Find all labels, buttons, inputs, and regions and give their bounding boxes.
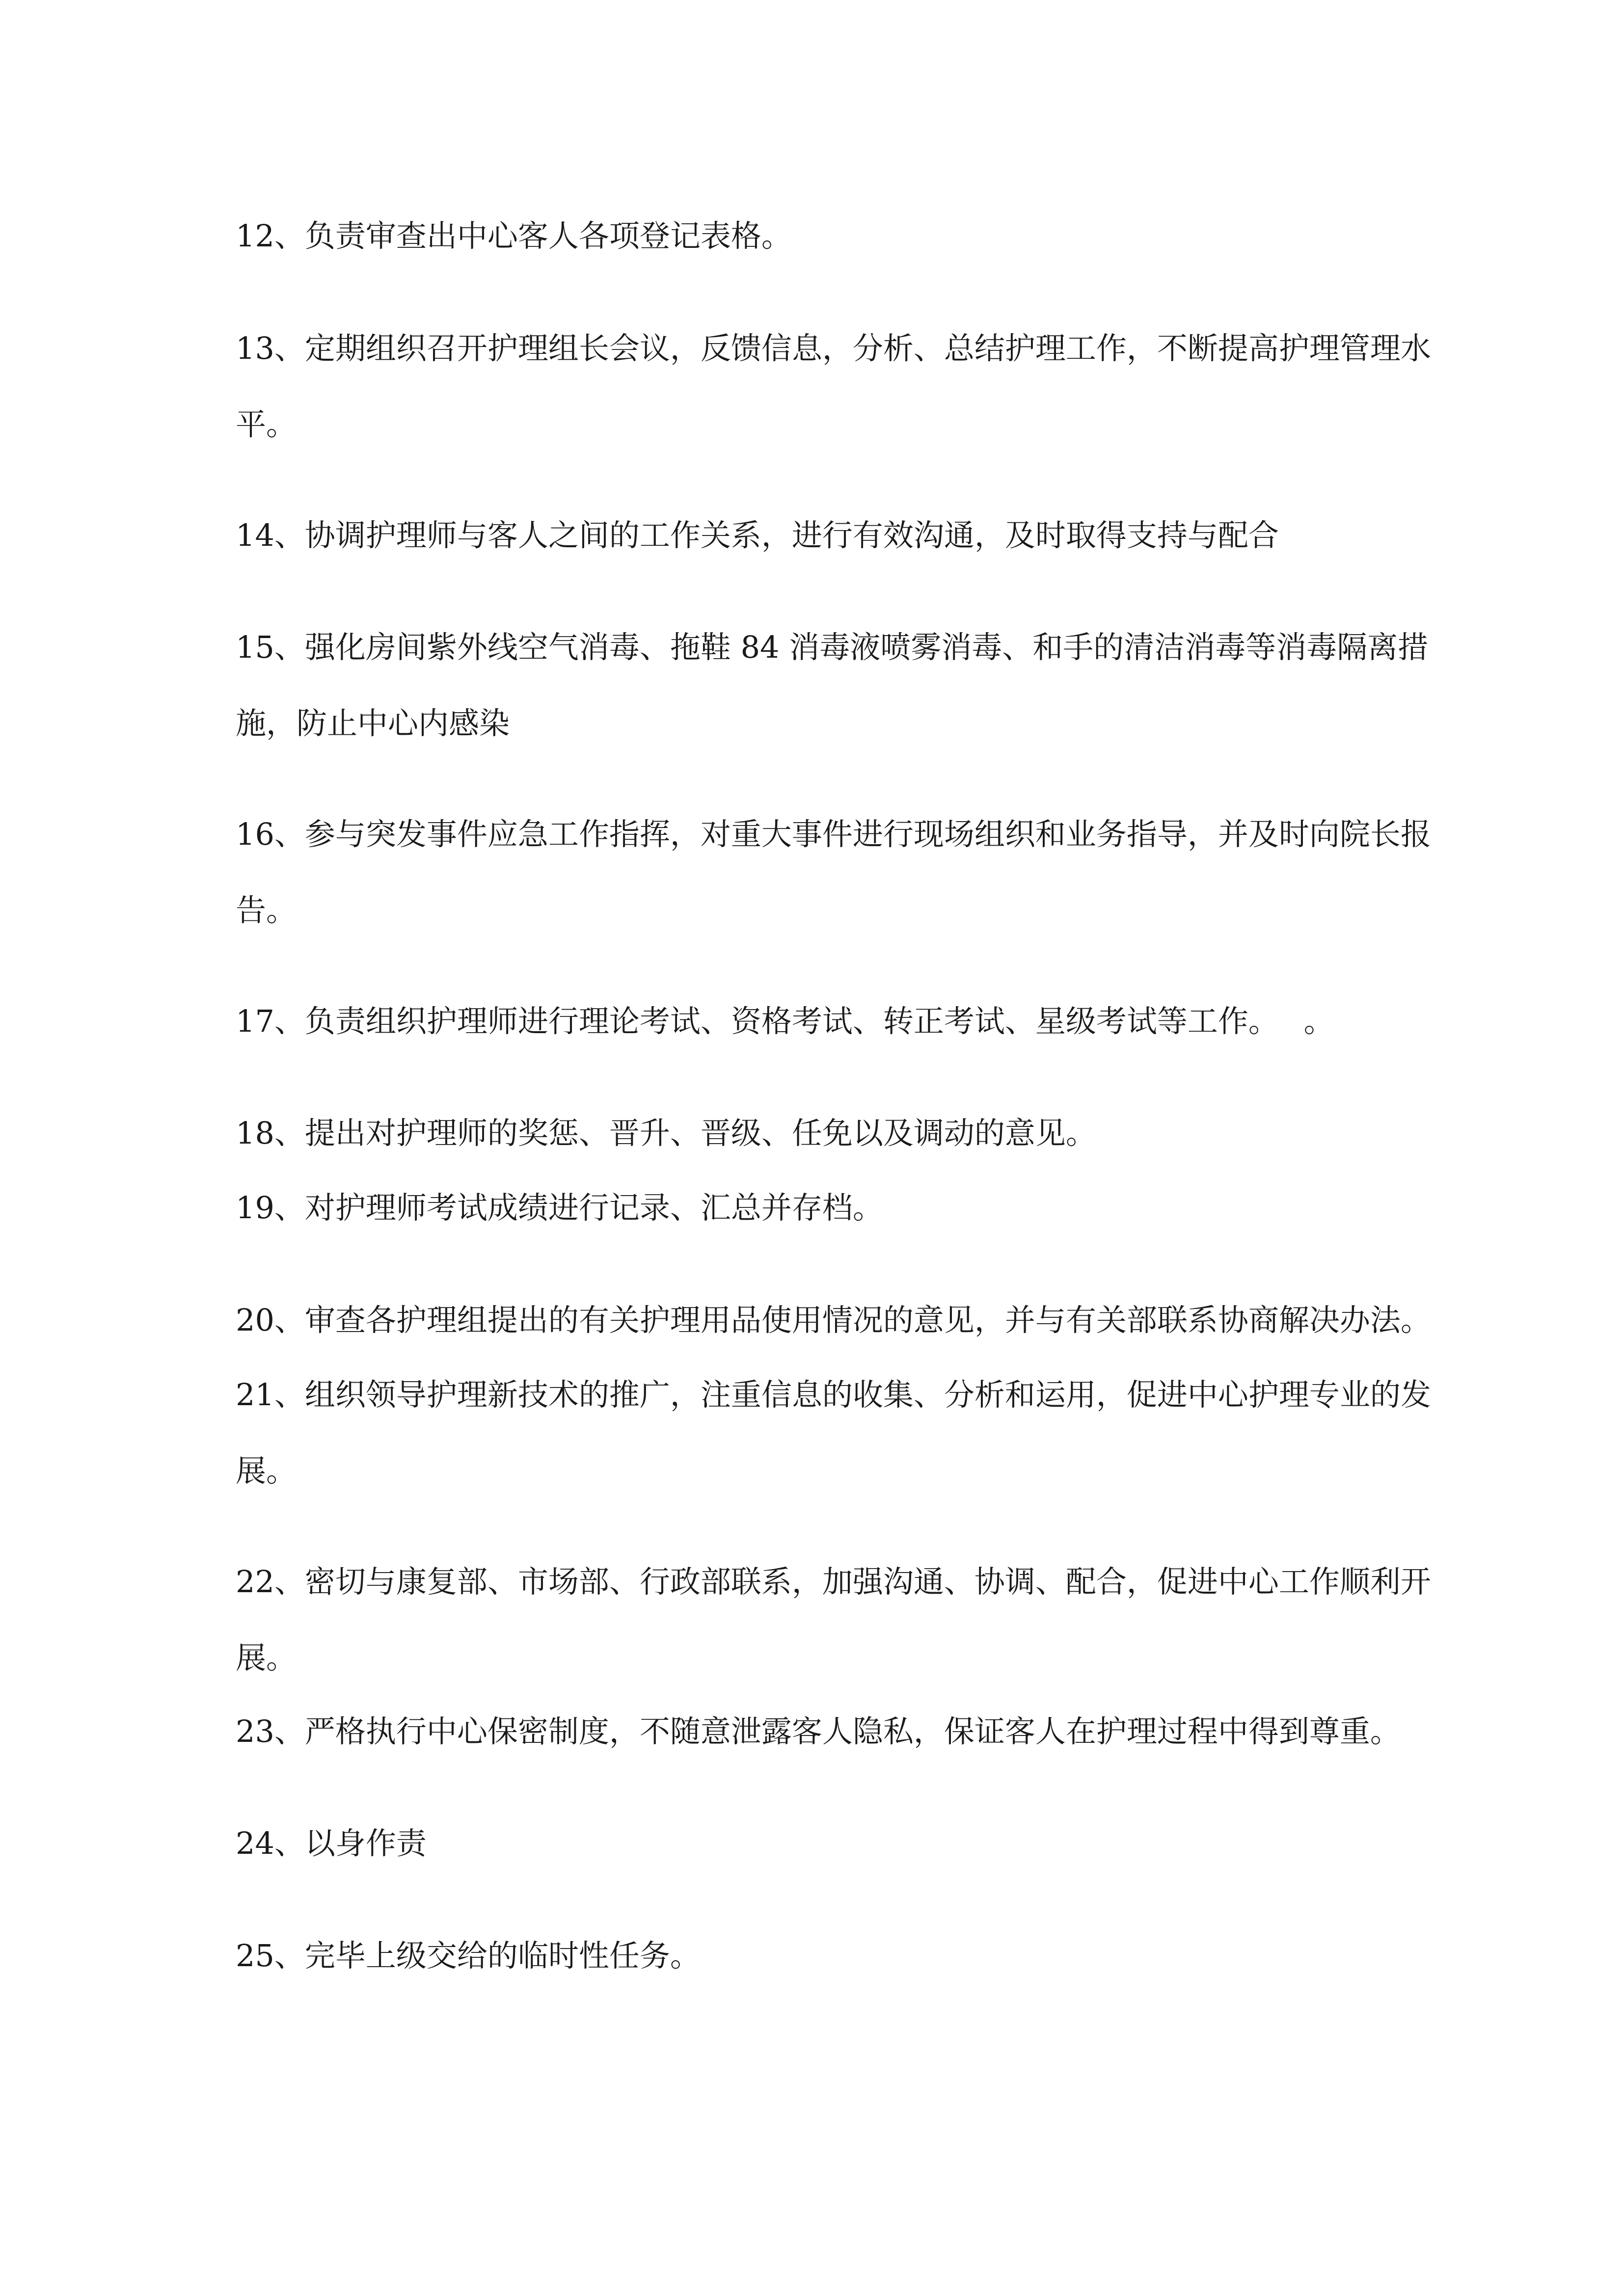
list-item-12 — [236, 198, 1532, 274]
item-line: 15、强化房间紫外线空气消毒、拖鞋 84 消毒液喷雾消毒、和手的清洁消毒等消毒隔离措 — [236, 629, 1429, 665]
list-item-18 — [236, 1095, 1532, 1171]
item-line: 17、负责组织护理师进行理论考试、资格考试、转正考试、星级考试等工作。 。 — [236, 1003, 1334, 1039]
item-line: 平。 — [236, 406, 297, 442]
item-line: 22、密切与康复部、市场部、行政部联系，加强沟通、协调、配合，促进中心工作顺利开 — [236, 1564, 1431, 1600]
item-line: 告。 — [236, 892, 297, 928]
list-item-16 — [236, 796, 1532, 948]
item-line: 21、组织领导护理新技术的推广，注重信息的收集、分析和运用，促进中心护理专业的发 — [236, 1377, 1431, 1413]
item-line: 12、负责审查出中心客人各项登记表格。 — [236, 218, 792, 254]
item-line: 18、提出对护理师的奖惩、晋升、晋级、任免以及调动的意见。 — [236, 1115, 1096, 1151]
list-item-20 — [236, 1282, 1532, 1358]
list-item-17 — [236, 983, 1532, 1059]
item-line: 20、审查各护理组提出的有关护理用品使用情况的意见，并与有关部联系协商解决办法。 — [236, 1302, 1431, 1338]
item-line: 展。 — [236, 1453, 297, 1489]
item-line: 施，防止中心内感染 — [236, 705, 510, 741]
list-item-21 — [236, 1357, 1532, 1509]
item-line: 14、协调护理师与客人之间的工作关系，进行有效沟通，及时取得支持与配合 — [236, 517, 1279, 553]
item-line: 16、参与突发事件应急工作指挥，对重大事件进行现场组织和业务指导，并及时向院长报 — [236, 816, 1431, 852]
item-line: 23、严格执行中心保密制度，不随意泄露客人隐私，保证客人在护理过程中得到尊重。 — [236, 1713, 1401, 1749]
list-item-25 — [236, 1918, 1532, 1994]
item-line: 13、定期组织召开护理组长会议，反馈信息，分析、总结护理工作，不断提高护理管理水 — [236, 330, 1431, 366]
list-item-23 — [236, 1693, 1532, 1769]
list-item-13 — [236, 310, 1532, 462]
list-item-14 — [236, 497, 1532, 573]
item-line: 展。 — [236, 1640, 297, 1676]
list-item-24 — [236, 1805, 1532, 1881]
item-line: 19、对护理师考试成绩进行记录、汇总并存档。 — [236, 1190, 883, 1226]
item-line: 24、以身作责 — [236, 1825, 427, 1861]
list-item-22 — [236, 1544, 1532, 1696]
list-item-15 — [236, 609, 1532, 761]
list-item-19 — [236, 1170, 1532, 1246]
item-line: 25、完毕上级交给的临时性任务。 — [236, 1938, 701, 1974]
